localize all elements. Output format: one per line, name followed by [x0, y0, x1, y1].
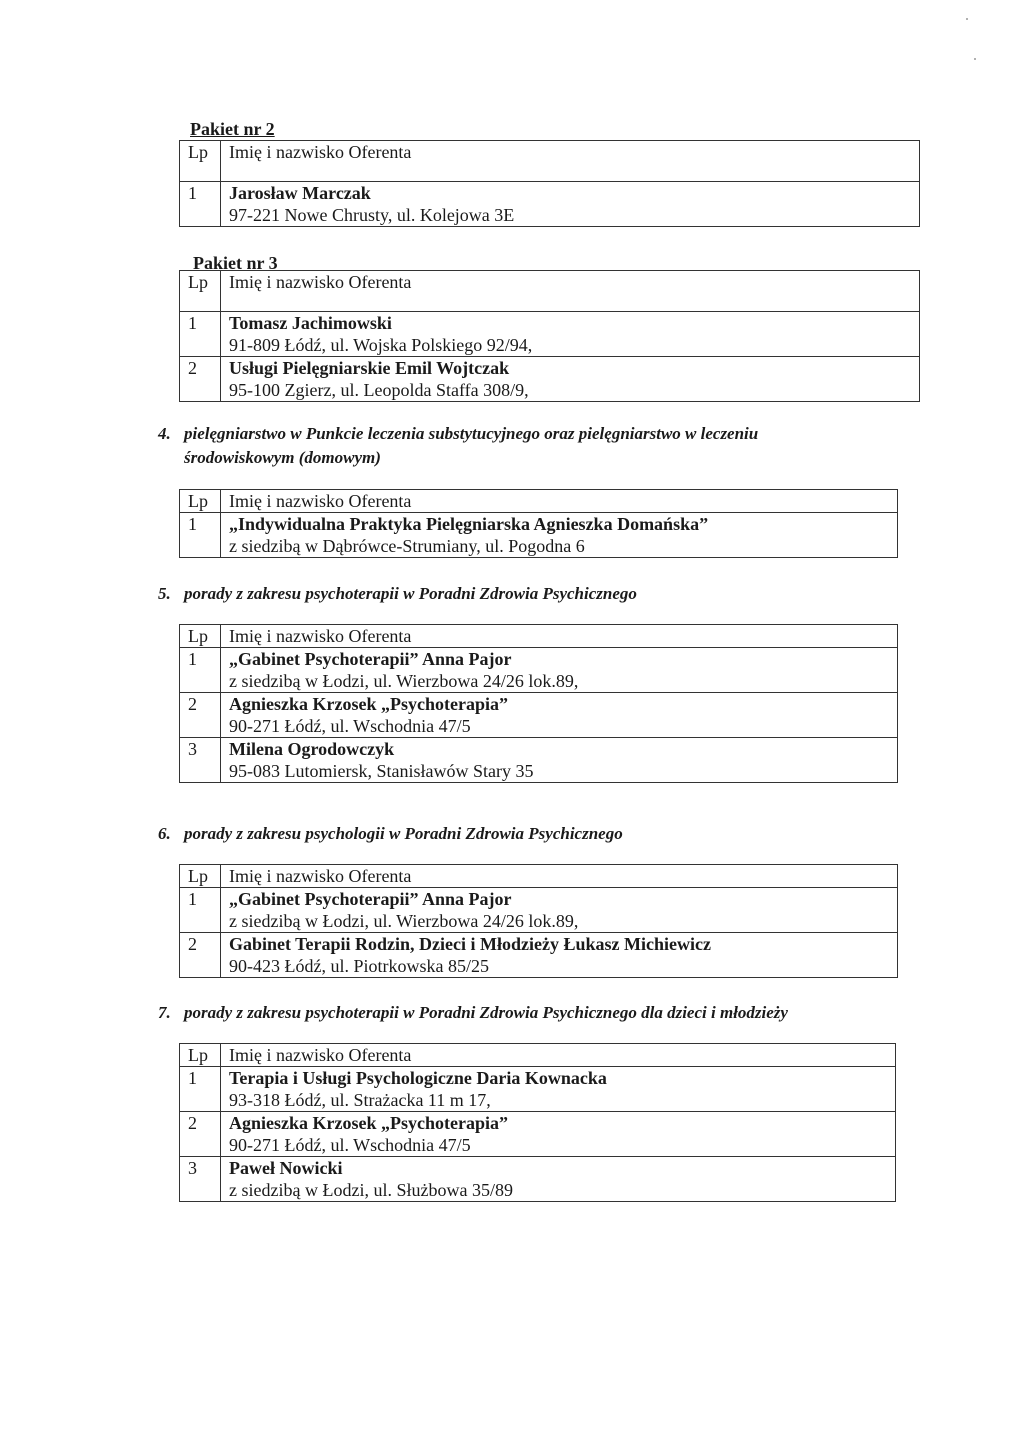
table-header-row	[180, 141, 920, 182]
offeror-address: z siedzibą w Dąbrówce-Strumiany, ul. Pogodna 6	[229, 536, 585, 556]
offeror-address: z siedzibą w Łodzi, ul. Wierzbowa 24/26 lok.89,	[229, 911, 579, 931]
offeror-address: 95-083 Lutomiersk, Stanisławów Stary 35	[229, 761, 534, 781]
pakiet-3-table	[179, 270, 920, 402]
row-number: 2	[180, 1112, 221, 1157]
name-header: Imię i nazwisko Oferenta	[221, 490, 898, 513]
section-6-heading	[158, 822, 623, 846]
offeror-cell	[221, 693, 898, 738]
table-row	[180, 513, 898, 558]
table-header-row	[180, 625, 898, 648]
offeror-address: z siedzibą w Łodzi, ul. Służbowa 35/89	[229, 1180, 513, 1200]
row-number: 1	[180, 513, 221, 558]
name-header: Imię i nazwisko Oferenta	[221, 1044, 896, 1067]
row-number: 2	[180, 933, 221, 978]
offeror-name: „Indywidualna Praktyka Pielęgniarska Agnieszka Domańska”	[229, 514, 709, 534]
section-7-heading	[158, 1001, 788, 1025]
offeror-cell	[221, 312, 920, 357]
table-row	[180, 888, 898, 933]
section-number: 7.	[158, 1003, 171, 1022]
pakiet-3-title: Pakiet nr 3	[193, 253, 278, 273]
table-header-row	[180, 271, 920, 312]
table-row	[180, 357, 920, 402]
lp-header: Lp	[180, 625, 221, 648]
offeror-name: Tomasz Jachimowski	[229, 313, 392, 333]
row-number: 1	[180, 648, 221, 693]
name-header: Imię i nazwisko Oferenta	[221, 271, 920, 312]
offeror-cell	[221, 933, 898, 978]
section-title: porady z zakresu psychologii w Poradni Zdrowia Psychicznego	[184, 824, 623, 843]
section-title-continuation: środowiskowym (domowym)	[184, 448, 381, 467]
lp-header: Lp	[180, 1044, 221, 1067]
row-number: 3	[180, 1157, 221, 1202]
offeror-address: 97-221 Nowe Chrusty, ul. Kolejowa 3E	[229, 205, 515, 225]
section-5-heading	[158, 582, 637, 606]
offeror-address: 93-318 Łódź, ul. Strażacka 11 m 17,	[229, 1090, 491, 1110]
scan-speck	[966, 18, 968, 20]
lp-header: Lp	[180, 271, 221, 312]
lp-header: Lp	[180, 141, 221, 182]
section-6-table	[179, 864, 898, 978]
table-row	[180, 1112, 896, 1157]
offeror-name: Milena Ogrodowczyk	[229, 739, 395, 759]
offeror-address: 90-271 Łódź, ul. Wschodnia 47/5	[229, 1135, 471, 1155]
name-header: Imię i nazwisko Oferenta	[221, 141, 920, 182]
offeror-cell	[221, 738, 898, 783]
offeror-cell	[221, 1157, 896, 1202]
pakiet-2-table	[179, 140, 920, 227]
lp-header: Lp	[180, 865, 221, 888]
offeror-cell	[221, 1067, 896, 1112]
row-number: 1	[180, 1067, 221, 1112]
offeror-cell	[221, 357, 920, 402]
offeror-name: Paweł Nowicki	[229, 1158, 343, 1178]
row-number: 1	[180, 312, 221, 357]
offeror-cell	[221, 182, 920, 227]
offeror-address: z siedzibą w Łodzi, ul. Wierzbowa 24/26 lok.89,	[229, 671, 579, 691]
table-row	[180, 312, 920, 357]
table-header-row	[180, 1044, 896, 1067]
section-title: porady z zakresu psychoterapii w Poradni Zdrowia Psychicznego	[184, 584, 637, 603]
row-number: 1	[180, 182, 221, 227]
offeror-cell	[221, 513, 898, 558]
section-title: pielęgniarstwo w Punkcie leczenia substytucyjnego oraz pielęgniarstwo w leczeniu	[184, 424, 759, 443]
table-row	[180, 1067, 896, 1112]
pakiet-2-title: Pakiet nr 2	[190, 119, 275, 139]
offeror-name: Gabinet Terapii Rodzin, Dzieci i Młodzieży Łukasz Michiewicz	[229, 934, 711, 954]
scan-speck	[974, 58, 976, 60]
row-number: 1	[180, 888, 221, 933]
offeror-address: 95-100 Zgierz, ul. Leopolda Staffa 308/9,	[229, 380, 529, 400]
table-row	[180, 933, 898, 978]
table-row	[180, 738, 898, 783]
section-number: 5.	[158, 584, 171, 603]
offeror-cell	[221, 648, 898, 693]
offeror-name: Agnieszka Krzosek „Psychoterapia”	[229, 694, 508, 714]
row-number: 3	[180, 738, 221, 783]
offeror-name: „Gabinet Psychoterapii” Anna Pajor	[229, 889, 512, 909]
row-number: 2	[180, 693, 221, 738]
table-row	[180, 182, 920, 227]
section-7-table	[179, 1043, 896, 1202]
table-header-row	[180, 490, 898, 513]
section-title: porady z zakresu psychoterapii w Poradni Zdrowia Psychicznego dla dzieci i młodzieży	[184, 1003, 788, 1022]
name-header: Imię i nazwisko Oferenta	[221, 625, 898, 648]
name-header: Imię i nazwisko Oferenta	[221, 865, 898, 888]
offeror-name: Usługi Pielęgniarskie Emil Wojtczak	[229, 358, 510, 378]
offeror-address: 90-423 Łódź, ul. Piotrkowska 85/25	[229, 956, 489, 976]
table-row	[180, 693, 898, 738]
table-header-row	[180, 865, 898, 888]
offeror-cell	[221, 1112, 896, 1157]
row-number: 2	[180, 357, 221, 402]
section-4-table	[179, 489, 898, 558]
offeror-cell	[221, 888, 898, 933]
offeror-name: „Gabinet Psychoterapii” Anna Pajor	[229, 649, 512, 669]
offeror-name: Terapia i Usługi Psychologiczne Daria Kownacka	[229, 1068, 607, 1088]
offeror-name: Agnieszka Krzosek „Psychoterapia”	[229, 1113, 508, 1133]
lp-header: Lp	[180, 490, 221, 513]
section-number: 6.	[158, 824, 171, 843]
table-row	[180, 1157, 896, 1202]
offeror-name: Jarosław Marczak	[229, 183, 371, 203]
offeror-address: 90-271 Łódź, ul. Wschodnia 47/5	[229, 716, 471, 736]
section-number: 4.	[158, 424, 171, 443]
section-4-heading	[158, 422, 758, 470]
offeror-address: 91-809 Łódź, ul. Wojska Polskiego 92/94,	[229, 335, 533, 355]
section-5-table	[179, 624, 898, 783]
table-row	[180, 648, 898, 693]
